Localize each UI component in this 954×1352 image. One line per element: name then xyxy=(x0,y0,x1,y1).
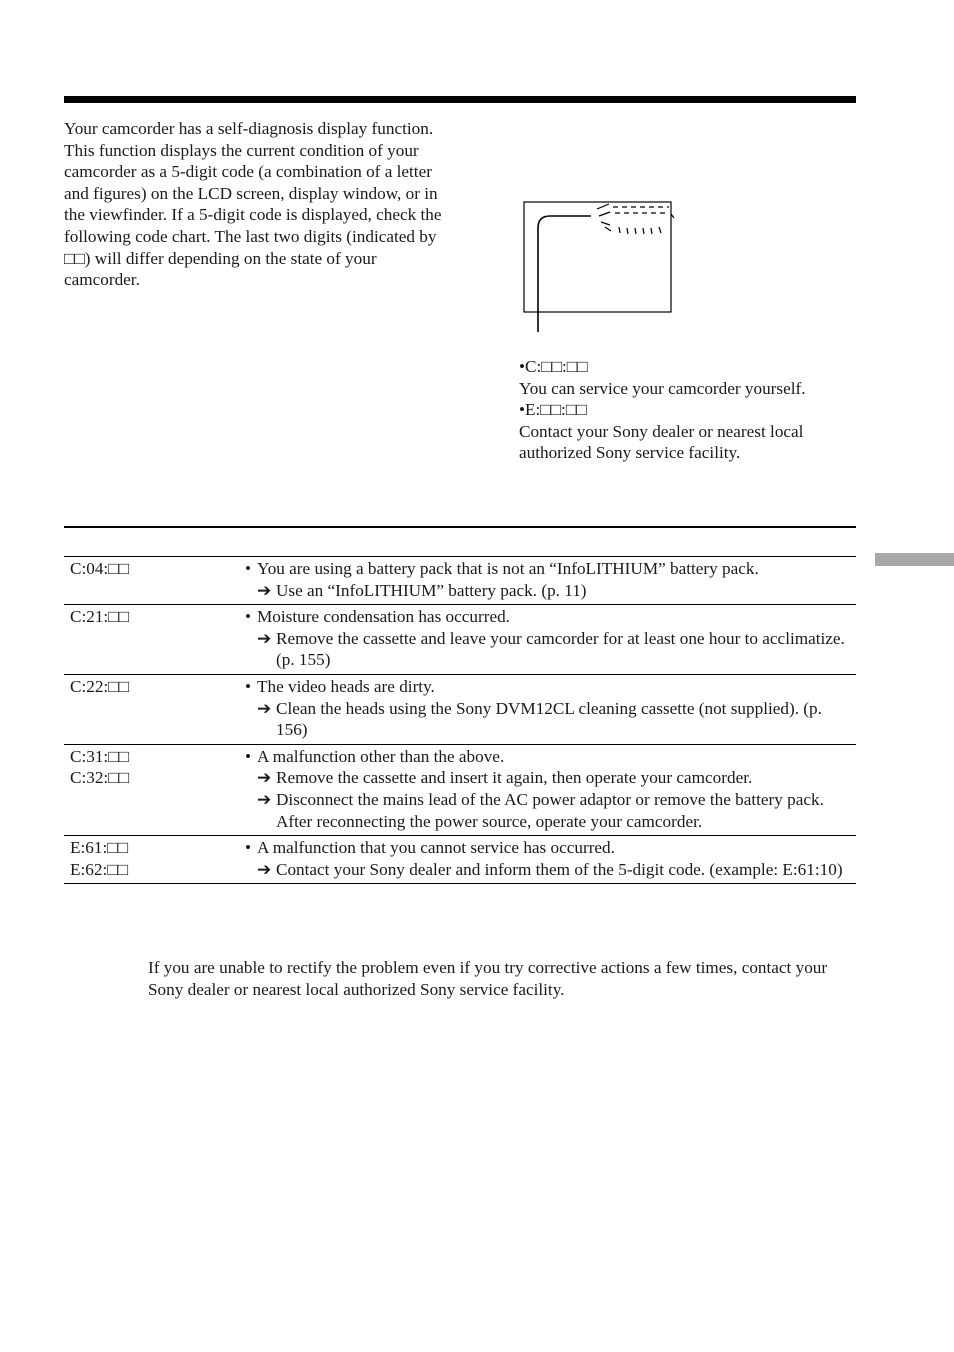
table-row xyxy=(64,675,856,745)
footer-note: If you are unable to rectify the problem even if you try corrective actions a few times, contact your Sony dealer or nearest local authorized Sony service facility. xyxy=(148,958,828,999)
code-cell xyxy=(70,606,129,628)
cause-and-remedy-cell xyxy=(245,837,856,880)
code-pointer-line xyxy=(538,216,591,332)
diagnosis-code: C:21:□□ xyxy=(70,607,129,627)
remedy-item xyxy=(245,628,856,671)
remedy-text: Disconnect the mains lead of the AC power adaptor or remove the battery pack. After reconnecting the power source, operate your camcorder. xyxy=(276,789,824,831)
bullet-icon: • xyxy=(245,838,252,858)
cause-item xyxy=(245,606,856,628)
remedy-item xyxy=(245,580,856,602)
remedy-item xyxy=(245,859,856,881)
code-cell xyxy=(70,676,129,698)
header-rule xyxy=(64,96,856,103)
remedy-text: Use an “InfoLITHIUM” battery pack. (p. 11) xyxy=(276,580,587,600)
diagnosis-code: C:31:□□ xyxy=(70,746,129,766)
intro-text xyxy=(64,118,456,291)
right-arrow-icon: ➔ xyxy=(257,789,272,809)
cause-and-remedy-cell xyxy=(245,558,856,601)
remedy-text: Remove the cassette and leave your camcorder for at least one hour to acclimatize. (p. 155) xyxy=(276,628,845,670)
section-rule xyxy=(64,526,856,528)
table-row xyxy=(64,605,856,675)
bullet-icon: • xyxy=(245,676,252,696)
remedy-item xyxy=(245,789,856,832)
display-screen-illustration xyxy=(519,196,679,336)
cause-and-remedy-cell xyxy=(245,606,856,671)
remedy-text: Clean the heads using the Sony DVM12CL cleaning cassette (not supplied). (p. 156) xyxy=(276,698,822,740)
remedy-text: Contact your Sony dealer and inform them of the 5-digit code. (example: E:61:10) xyxy=(276,859,843,879)
remedy-item xyxy=(245,698,856,741)
diagnosis-code: E:62:□□ xyxy=(70,859,128,879)
cause-text: A malfunction other than the above. xyxy=(257,746,505,766)
diagnosis-code: C:04:□□ xyxy=(70,559,129,578)
diagnosis-code: E:61:□□ xyxy=(70,838,128,858)
cause-item xyxy=(245,558,856,580)
cause-and-remedy-cell xyxy=(245,676,856,741)
side-index-tab xyxy=(875,553,954,566)
bullet-icon: • xyxy=(245,559,252,578)
right-arrow-icon: ➔ xyxy=(257,628,272,648)
intro-paragraph-1: Your camcorder has a self-diagnosis display function. xyxy=(64,119,434,138)
cause-text: The video heads are dirty. xyxy=(257,676,435,696)
diagnosis-code: C:22:□□ xyxy=(70,676,129,696)
legend-c-code: •C:□□:□□ xyxy=(519,357,588,376)
bullet-icon: • xyxy=(245,746,252,766)
bullet-icon: • xyxy=(245,607,252,627)
code-cell xyxy=(70,558,129,580)
cause-text: Moisture condensation has occurred. xyxy=(257,607,510,627)
cause-item xyxy=(245,837,856,859)
blinking-code-indicator xyxy=(597,204,674,234)
cause-text: You are using a battery pack that is not an “InfoLITHIUM” battery pack. xyxy=(257,559,759,578)
diagnosis-code: C:32:□□ xyxy=(70,768,129,788)
remedy-text: Remove the cassette and insert it again, then operate your camcorder. xyxy=(276,768,753,788)
code-legend xyxy=(519,356,819,464)
remedy-item xyxy=(245,767,856,789)
right-arrow-icon: ➔ xyxy=(257,859,272,879)
cause-and-remedy-cell xyxy=(245,746,856,832)
legend-e-code: •E:□□:□□ xyxy=(519,400,587,420)
legend-e-description: Contact your Sony dealer or nearest local authorized Sony service facility. xyxy=(519,421,804,463)
table-row xyxy=(64,745,856,836)
cause-text: A malfunction that you cannot service has occurred. xyxy=(257,838,615,858)
code-cell xyxy=(70,746,129,789)
self-diagnosis-code-table xyxy=(64,556,856,884)
cause-item xyxy=(245,676,856,698)
code-cell xyxy=(70,837,128,880)
table-row xyxy=(64,836,856,884)
right-arrow-icon: ➔ xyxy=(257,698,272,718)
cause-item xyxy=(245,746,856,768)
screen-frame xyxy=(524,202,671,312)
legend-c-description: You can service your camcorder yourself. xyxy=(519,378,806,398)
table-row xyxy=(64,557,856,605)
intro-paragraph-2: This function displays the current condition of your camcorder as a 5-digit code (a combination of a letter and figures) on the LCD screen, display window, or in the viewfinder. If a 5-digit code is displayed, check the following code chart. The last two digits (indicated by □□) will differ depending on the state of your camcorder. xyxy=(64,140,442,290)
right-arrow-icon: ➔ xyxy=(257,768,272,788)
right-arrow-icon: ➔ xyxy=(257,580,272,600)
